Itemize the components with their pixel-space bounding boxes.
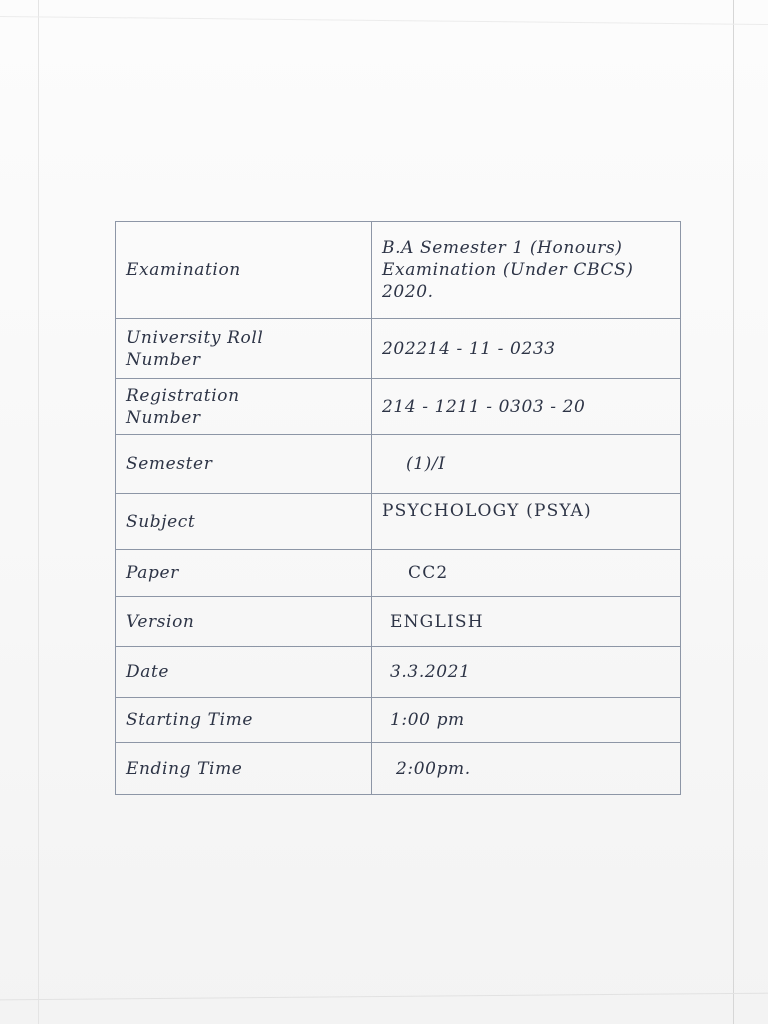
semester-label-cell — [116, 435, 372, 494]
version-label: Version — [126, 611, 195, 632]
ending-time-label-cell — [116, 743, 372, 795]
subject-value-cell — [372, 494, 681, 550]
semester-value: (1)/I — [406, 454, 446, 474]
paper-fold-line — [38, 0, 39, 1024]
roll-number-value: 202214 - 11 - 0233 — [382, 338, 556, 359]
semester-label: Semester — [126, 454, 213, 474]
paper-fold-line — [0, 16, 768, 25]
roll-number-label-cell — [116, 319, 372, 379]
examination-value: B.A Semester 1 (Honours) Examination (Under CBCS) 2020. — [382, 238, 634, 302]
paper-value-cell — [372, 550, 681, 597]
ending-time-label: Ending Time — [126, 758, 243, 779]
version-value-cell — [372, 597, 681, 647]
ending-time-value-cell — [372, 743, 681, 795]
table-row — [116, 494, 681, 550]
table-row — [116, 550, 681, 597]
paper-label: Paper — [126, 563, 179, 583]
roll-number-label: University Roll Number — [126, 327, 264, 370]
date-label: Date — [126, 662, 170, 682]
exam-info-table — [115, 221, 681, 795]
subject-value: PSYCHOLOGY (PSYA) — [382, 501, 592, 521]
paper-value: CC2 — [408, 563, 449, 583]
semester-value-cell — [372, 435, 681, 494]
date-label-cell — [116, 647, 372, 698]
roll-number-value-cell — [372, 319, 681, 379]
registration-number-value-cell — [372, 379, 681, 435]
starting-time-label: Starting Time — [126, 710, 253, 730]
subject-label: Subject — [126, 511, 196, 532]
paper-fold-line — [733, 0, 734, 1024]
ending-time-value: 2:00pm. — [396, 758, 471, 779]
table-row — [116, 319, 681, 379]
table-row — [116, 379, 681, 435]
date-value: 3.3.2021 — [390, 662, 471, 682]
table-row — [116, 222, 681, 319]
registration-number-value: 214 - 1211 - 0303 - 20 — [382, 396, 586, 417]
table-row — [116, 698, 681, 743]
starting-time-label-cell — [116, 698, 372, 743]
version-label-cell — [116, 597, 372, 647]
subject-label-cell — [116, 494, 372, 550]
starting-time-value-cell — [372, 698, 681, 743]
table-row — [116, 743, 681, 795]
paper-label-cell — [116, 550, 372, 597]
examination-label: Examination — [126, 260, 241, 280]
paper-fold-line — [0, 993, 768, 1001]
examination-label-cell — [116, 222, 372, 319]
table-row — [116, 647, 681, 698]
table-row — [116, 597, 681, 647]
version-value: ENGLISH — [390, 611, 484, 632]
starting-time-value: 1:00 pm — [390, 710, 465, 730]
date-value-cell — [372, 647, 681, 698]
registration-number-label-cell — [116, 379, 372, 435]
table-row — [116, 435, 681, 494]
registration-number-label: Registration Number — [126, 385, 240, 428]
examination-value-cell — [372, 222, 681, 319]
